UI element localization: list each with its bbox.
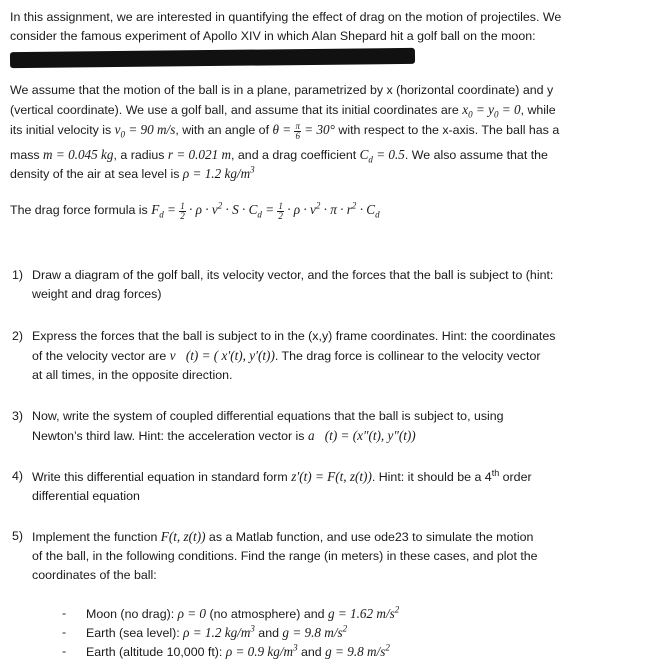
question-4 bbox=[12, 467, 652, 506]
condition-earth-sea-level: - Earth (sea level): ρ = 1.2 $kg/m^3$ and g = 9.8 $m/s^2$ bbox=[62, 623, 399, 642]
drag-formula-math: $F_d$ = $\frac{1}{2}$ · $\rho \cdot v^2 \cdot S \cdot C_d$ = $\frac{1}{2}$ · $\rho \cdot v^2 \cdot \pi \cdot r^2 \cdot C_d$ bbox=[151, 200, 380, 221]
function-math: F(t, z(t)) bbox=[160, 529, 206, 544]
question-line: of the ball, in the following conditions. Find the range (in meters) in these cases, and plot the bbox=[32, 549, 538, 563]
drag-coef-math: $C_d = 0.5$ bbox=[359, 147, 405, 165]
question-line: weight and drag forces) bbox=[32, 287, 162, 301]
assumption-line-1: We assume that the motion of the ball is in a plane, parametrized by x (horizontal coordinate) and y bbox=[10, 83, 554, 97]
acceleration-vector-math: a⃗(t) = (x″(t), y″(t)) bbox=[307, 428, 416, 443]
question-line: Write this differential equation in standard form z′(t) = F(t, z(t)). Hint: it should be a 4th order bbox=[32, 467, 532, 484]
assumption-line-4 bbox=[10, 145, 652, 165]
conditions-list bbox=[62, 604, 399, 661]
question-line: of the velocity vector are v⃗(t) = ( x′(t), y′(t)). The drag force is collinear to the velocity vector bbox=[32, 348, 541, 363]
assumption-text: with respect to the x-axis. The ball has a bbox=[334, 123, 560, 137]
initial-coords-math: $x_0 = y_0 = 0$ bbox=[462, 102, 521, 120]
question-number: 1) bbox=[12, 268, 24, 282]
radius-math: r = 0.021 m bbox=[167, 147, 232, 162]
assumption-text: density of the air at sea level is bbox=[10, 167, 183, 181]
question-line: differential equation bbox=[32, 489, 140, 503]
question-3 bbox=[12, 407, 652, 446]
velocity-math: $v_0 = 90$ m/s bbox=[114, 122, 176, 140]
assumption-line-2 bbox=[10, 100, 652, 120]
assumption-text: , a radius bbox=[113, 148, 168, 162]
angle-math: θ = $\frac{\pi}{6}$ = 30° bbox=[272, 121, 335, 141]
question-line: coordinates of the ball: bbox=[32, 568, 157, 582]
mass-math: m = 0.045 kg bbox=[43, 147, 114, 162]
question-line: Newton’s third law. Hint: the acceleration vector is a⃗(t) = (x″(t), y″(t)) bbox=[32, 428, 416, 443]
drag-formula-line bbox=[10, 200, 652, 221]
intro-line-1: In this assignment, we are interested in quantifying the effect of drag on the motion of projectiles. We bbox=[10, 10, 562, 24]
condition-moon: - Moon (no drag): ρ = 0 (no atmosphere) and g = 1.62 $m/s^2$ bbox=[62, 604, 399, 623]
assumption-text: mass bbox=[10, 148, 44, 162]
velocity-vector-math: v⃗(t) = ( x′(t), y′(t)) bbox=[169, 348, 275, 363]
question-line: Now, write the system of coupled differential equations that the ball is subject to, using bbox=[32, 409, 504, 423]
assumption-text: , while bbox=[520, 103, 556, 117]
question-number: 5) bbox=[12, 529, 24, 543]
redaction-bar bbox=[10, 48, 415, 68]
question-5 bbox=[12, 527, 652, 585]
assumption-text: its initial velocity is bbox=[10, 123, 115, 137]
drag-formula-lead: The drag force formula is bbox=[10, 203, 152, 217]
question-line: Express the forces that the ball is subject to in the (x,y) frame coordinates. Hint: the coordinates bbox=[32, 329, 556, 343]
question-line: at all times, in the opposite direction. bbox=[32, 368, 233, 382]
question-line: Draw a diagram of the golf ball, its velocity vector, and the forces that the ball is subject to (hint: bbox=[32, 268, 554, 282]
density-math: ρ = 1.2 $kg/m^3$ bbox=[182, 164, 255, 181]
question-1 bbox=[12, 266, 652, 304]
question-number: 2) bbox=[12, 329, 24, 343]
question-number: 3) bbox=[12, 409, 24, 423]
question-2 bbox=[12, 327, 652, 385]
question-line: Implement the function F(t, z(t)) as a Matlab function, and use ode23 to simulate the motion bbox=[32, 529, 534, 544]
assumption-line-5 bbox=[10, 164, 652, 184]
condition-earth-altitude: - Earth (altitude 10,000 ft): ρ = 0.9 $kg/m^3$ and g = 9.8 $m/s^2$ bbox=[62, 642, 399, 661]
assumption-text: , with an angle of bbox=[175, 123, 273, 137]
assumption-line-3 bbox=[10, 120, 652, 141]
assumption-text: (vertical coordinate). We use a golf ball, and assume that its initial coordinates are bbox=[10, 103, 463, 117]
assumption-text: . We also assume that the bbox=[404, 148, 548, 162]
standard-form-math: z′(t) = F(t, z(t)) bbox=[291, 469, 372, 484]
question-number: 4) bbox=[12, 469, 24, 483]
assumption-text: , and a drag coefficient bbox=[231, 148, 360, 162]
intro-line-2: consider the famous experiment of Apollo XIV in which Alan Shepard hit a golf ball on the moon: bbox=[10, 29, 536, 43]
